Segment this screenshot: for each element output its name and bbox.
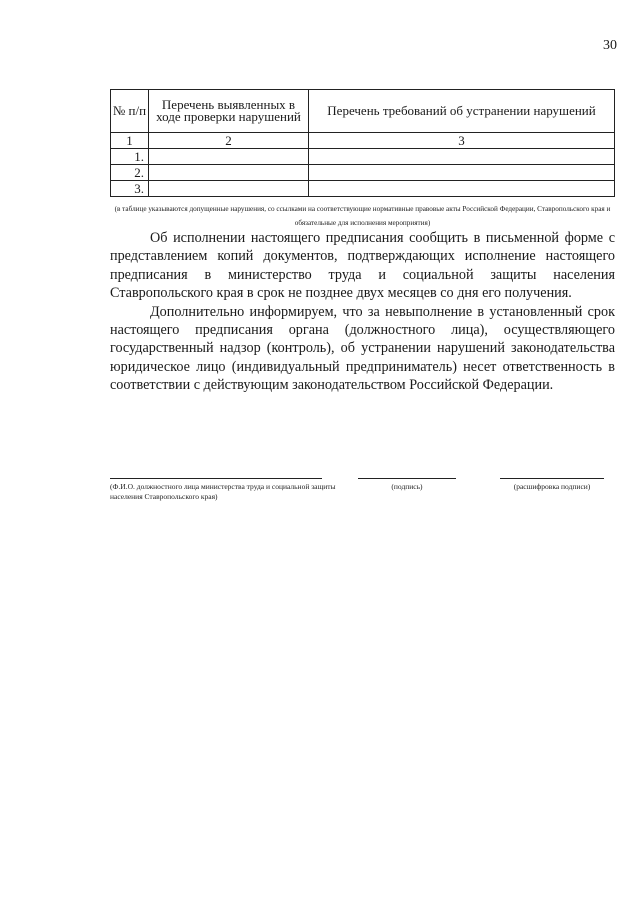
violations-table [110,89,615,197]
signature-decoding-caption: (расшифровка подписи) [513,482,591,491]
violation-cell [149,165,309,181]
official-name-caption: (Ф.И.О. должностного лица министерства труда и социальной защиты населения Ставропольского края) [110,482,336,501]
signature-caption: (подпись) [391,482,423,491]
signature-decoding-line [500,478,604,479]
official-name-line [110,478,322,479]
column-number-1: 1 [111,133,149,149]
requirement-cell [309,149,615,165]
header-requirements: Перечень требований об устранении нарушений [309,90,615,133]
requirement-cell [309,181,615,197]
table-row [111,149,615,165]
header-number: № п/п [111,90,149,133]
violation-cell [149,181,309,197]
column-number-3: 3 [309,133,615,149]
table-header-row [111,90,615,133]
row-number: 3. [111,181,149,197]
violation-cell [149,149,309,165]
header-violations: Перечень выявленных в ходе проверки нарушений [149,90,309,133]
table-column-numbers-row [111,133,615,149]
page-number: 30 [603,38,617,53]
requirement-cell [309,165,615,181]
body-text [110,229,615,395]
row-number: 1. [111,149,149,165]
table-row [111,181,615,197]
row-number: 2. [111,165,149,181]
paragraph-reporting: Об исполнении настоящего предписания сообщить в письменной форме с представлением копий документов, подтверждающих исполнение настоящего предписания в министерство труда и социальной защиты населения Ставропольского края в срок не позднее двух месяцев со дня его получения. [110,230,615,302]
signature-line [358,478,456,479]
column-number-2: 2 [149,133,309,149]
table-note: (в таблице указываются допущенные нарушения, со ссылками на соответствующие нормативные правовые акты Российской Федерации, Ставропольского края и обязательные для исполнения мероприятия) [114,205,611,227]
paragraph-liability: Дополнительно информируем, что за невыполнение в установленный срок настоящего предписания органа (должностного лица), осуществляющего государственный надзор (контроль), об устранении нарушений законодательства юридическое лицо (индивидуальный предприниматель) несет ответственность в соответствии с действующим законодательством Российской Федерации. [110,303,615,394]
table-row [111,165,615,181]
